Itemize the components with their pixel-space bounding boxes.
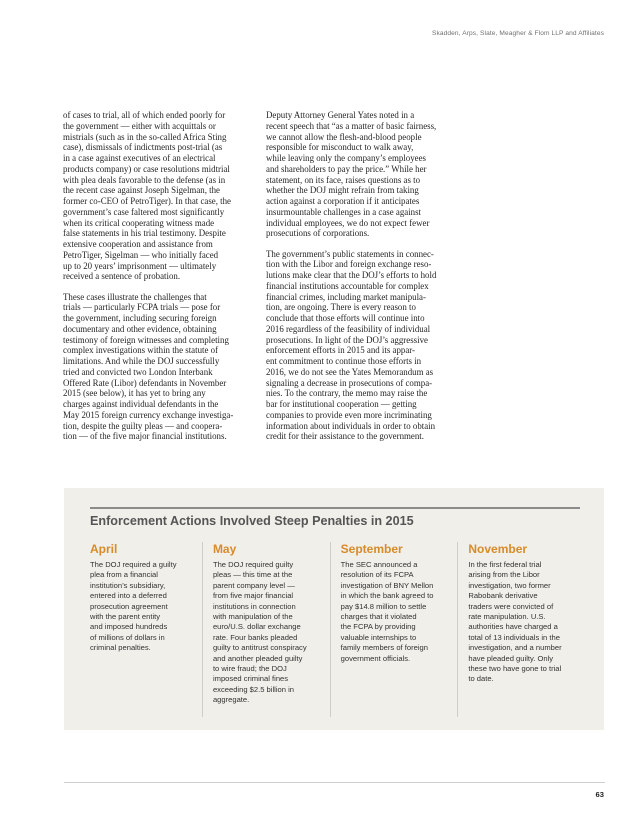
month-text: The DOJ required a guilty plea from a financial institution’s subsidiary, entered into a deferred prosecution agreement with the parent entity and imposed hundreds of millions of dollars in criminal penalties. [90,560,177,653]
body-column-left [63,110,256,452]
month-heading: May [212,542,237,556]
paragraph: Deputy Attorney General Yates noted in a recent speech that “as a matter of basic fairness, we cannot allow the flesh-and-blood people responsible for misconduct to walk away, while leaving only the company’s employees and shareholders to pay the price.” While her statement, on its face, raises questions as to whether the DOJ might refrain from taking action against a corporation if it anticipates insurmountable challenges in a case against individual employees, we do not expect fewer prosecutions of corporations. [266,110,437,239]
month-text: The DOJ required guilty pleas — this time at the parent company level — from five major financial institutions in connection with manipulation of the euro/U.S. dollar exchange rate. Four banks pleaded guilty to antitrust conspiracy and another pleaded guilty to wire fraud; the DOJ imposed criminal fines exceeding $2.5 billion in aggregate. [212,560,307,705]
month-column-april [90,542,203,717]
month-heading: September [340,542,403,556]
paragraph: of cases to trial, all of which ended poorly for the government — either with acquittals or mistrials (such as in the so-called Africa Sting case), dismissals of indictments post-trial (as in a case against executives of an electrical products company) or case resolutions midtrial with plea deals favorable to the defense (as in the recent case against Joseph Sigelman, the former co-CEO of PetroTiger). In that case, the government’s case faltered most significantly when its critical cooperating witness made false statements in his trial testimony. Despite extensive cooperation and assistance from PetroTiger, Sigelman — who initially faced up to 20 years’ imprisonment — ultimately received a sentence of probation. [63,110,232,282]
month-text: In the first federal trial arising from the Libor investigation, two former Rabobank derivative traders were convicted of rate manipulation. U.S. authorities have charged a total of 13 individuals in the investigation, and a number have pleaded guilty. Only these two have gone to trial to date. [468,560,562,684]
paragraph: These cases illustrate the challenges that trials — particularly FCPA trials — pose for the government, including securing foreign documentary and other evidence, obtaining testimony of foreign witnesses and completing complex investigations within the statute of limitations. And while the DOJ successfully tried and convicted two London Interbank Offered Rate (Libor) defendants in November 2015 (see below), it has yet to bring any charges against individual defendants in the May 2015 foreign currency exchange investiga- tion, despite the guilty pleas — and coopera- tion — of the five major financial institutions. [63,291,234,442]
page-number: 63 [595,790,604,799]
body-column-right [266,110,459,452]
month-column-may [207,542,331,717]
sidebar-box-columns [90,542,590,717]
sidebar-box-rule [90,507,580,509]
sidebar-box-title: Enforcement Actions Involved Steep Penalties in 2015 [90,514,414,528]
footer-rule [64,782,605,783]
firm-header: Skadden, Arps, Slate, Meagher & Flom LLP and Affiliates [431,30,604,37]
month-heading: April [90,542,118,556]
month-text: The SEC announced a resolution of its FCPA investigation of BNY Mellon in which the bank agreed to pay $14.8 million to settle charges that it violated the FCPA by providing valuable internships to family members of foreign government officials. [340,560,434,663]
paragraph: The government’s public statements in connec- tion with the Libor and foreign exchange reso- lutions make clear that the DOJ’s efforts to hold financial institutions accountable for complex financial crimes, including market manipula- tion, are ongoing. There is every reason to conclude that those efforts will continue into 2016 regardless of the feasibility of individual prosecutions. In light of the DOJ’s aggressive enforcement efforts in 2015 and its appar- ent commitment to continue those efforts in 2016, we do not see the Yates Memorandum as signaling a decrease in prosecutions of compa- nies. To the contrary, the memo may raise the bar for institutional cooperation — getting companies to provide even more incriminating information about individuals in order to obtain credit for their assistance to the government. [266,248,437,442]
month-heading: November [468,542,528,556]
month-column-november [462,542,586,717]
month-column-september [335,542,459,717]
